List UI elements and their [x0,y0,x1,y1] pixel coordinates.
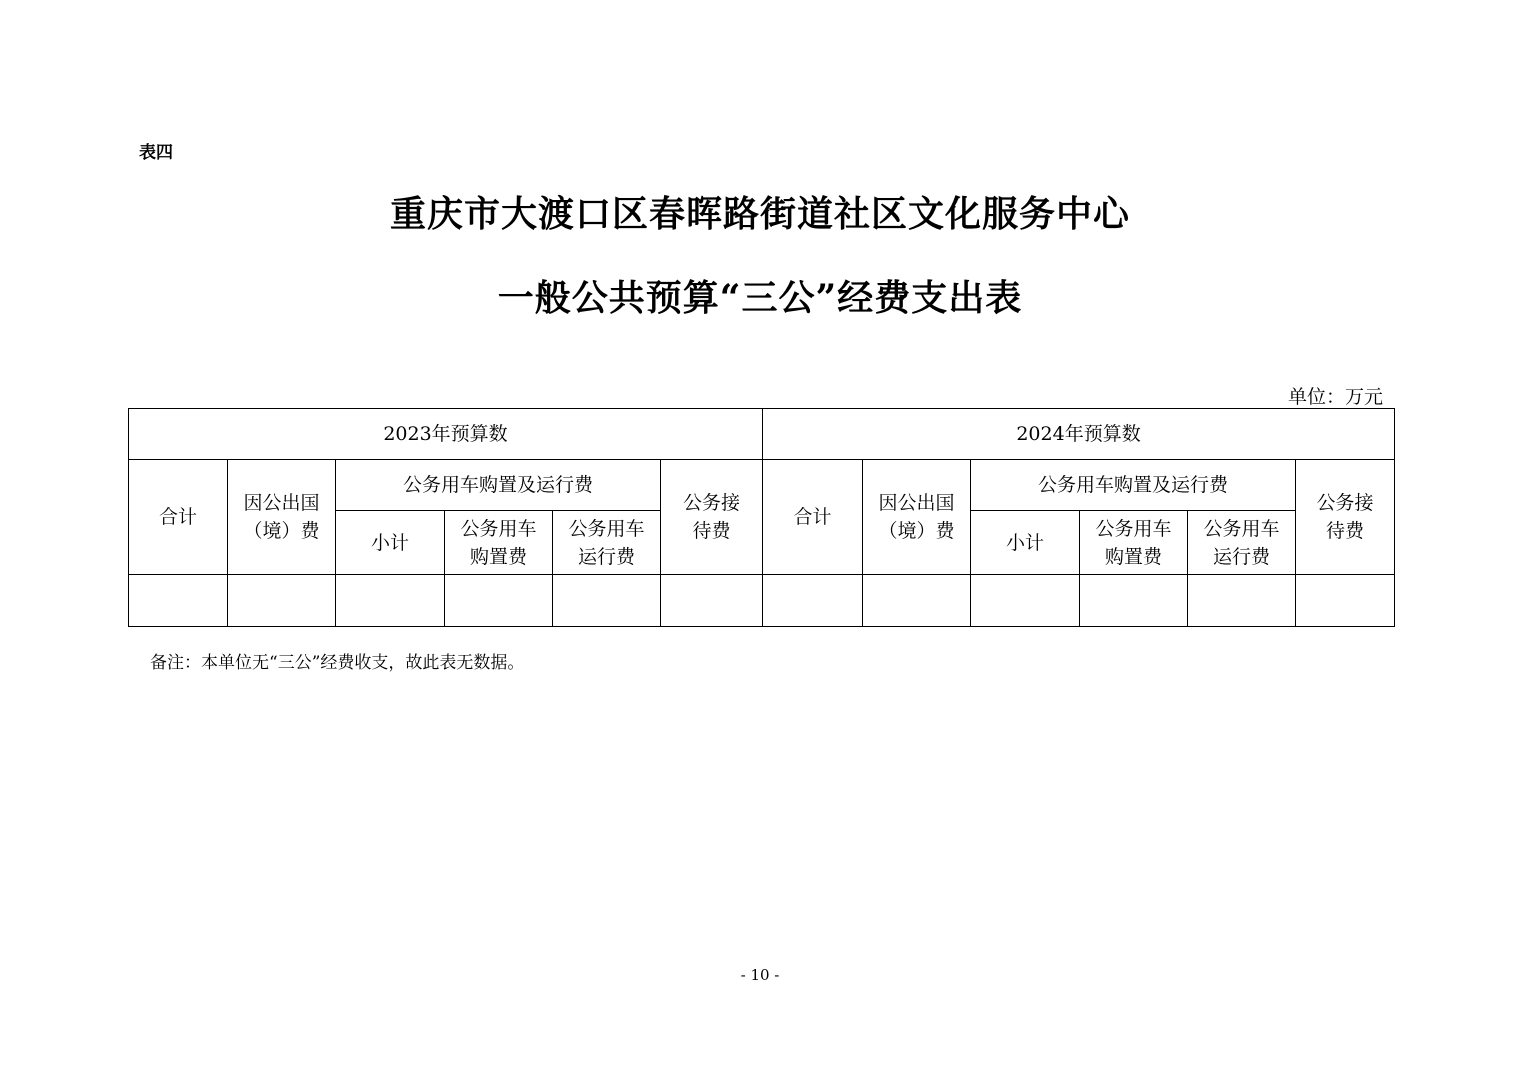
page-title: 重庆市大渡口区春晖路街道社区文化服务中心 [389,193,1130,235]
year-header-row [129,409,1395,460]
remark-note: 备注：本单位无“三公”经费收支，故此表无数据。 [150,653,525,673]
data-cell [971,575,1080,627]
table-label: 表四 [139,143,173,163]
col-reception [1296,460,1395,575]
col-purchase [1080,511,1188,575]
data-cell [553,575,661,627]
year-2023-header: 2023年预算数 [129,409,763,460]
page-subtitle: 一般公共预算“三公”经费支出表 [497,277,1023,319]
data-cell [763,575,863,627]
col-abroad-label: 因公出国（境）费 [878,492,955,542]
col-purchase [445,511,553,575]
col-vehicle-group: 公务用车购置及运行费 [971,460,1296,511]
col-operation [553,511,661,575]
data-cell [1188,575,1296,627]
year-2024-header: 2024年预算数 [763,409,1395,460]
data-cell [129,575,228,627]
col-operation-label: 公务用车运行费 [1203,517,1280,568]
data-row [129,575,1395,627]
col-purchase-label: 公务用车购置费 [1095,517,1172,568]
unit-label: 单位：万元 [1287,386,1383,408]
data-cell [1296,575,1395,627]
col-vehicle-group: 公务用车购置及运行费 [336,460,661,511]
data-cell [336,575,445,627]
expense-table [128,408,1395,627]
col-abroad [228,460,336,575]
data-cell [661,575,763,627]
data-cell [228,575,336,627]
col-subtotal: 小计 [971,511,1080,575]
data-cell [863,575,971,627]
col-reception-label: 公务接待费 [682,492,740,542]
col-reception-label: 公务接待费 [1316,492,1374,542]
col-operation [1188,511,1296,575]
col-subtotal: 小计 [336,511,445,575]
page-number: - 10 - [740,966,780,984]
col-operation-label: 公务用车运行费 [568,517,645,568]
col-total: 合计 [129,460,228,575]
category-header-row [129,460,1395,511]
data-cell [1080,575,1188,627]
data-cell [445,575,553,627]
col-abroad-label: 因公出国（境）费 [243,492,320,542]
col-purchase-label: 公务用车购置费 [460,517,537,568]
col-abroad [863,460,971,575]
col-reception [661,460,763,575]
col-total: 合计 [763,460,863,575]
